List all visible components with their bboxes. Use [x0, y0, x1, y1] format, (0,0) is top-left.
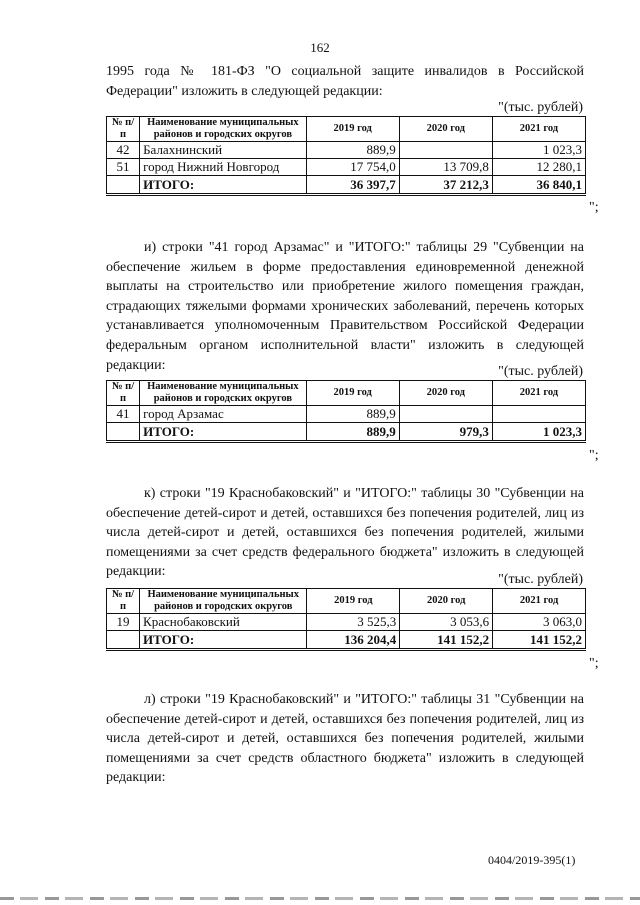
header-num: № п/п — [107, 117, 140, 142]
header-2021: 2021 год — [492, 381, 585, 406]
page-number: 162 — [310, 40, 330, 55]
closing-quote: "; — [589, 656, 599, 671]
paragraph-l: л) строки "19 Краснобаковский" и "ИТОГО:" таблицы 31 "Субвенции на обеспечение детей-сирот и детей, оставшихся без попечения родителей, лиц из числа детей-сирот и детей, оставшихся без попечения родителей, жилыми помещениями за счет средств областного бюджета" изложить в следующей редакции: — [106, 692, 584, 786]
header-2021: 2021 год — [492, 117, 585, 142]
table-row: 51 город Нижний Новгород 17 754,0 13 709,8 12 280,1 — [107, 159, 586, 176]
header-2020: 2020 год — [399, 117, 492, 142]
intro-paragraph: 1995 года № 181-ФЗ "О социальной защите инвалидов в Российской Федерации" изложить в следующей редакции: — [106, 64, 584, 99]
budget-table-1 — [106, 116, 586, 196]
closing-quote: "; — [589, 448, 599, 463]
header-2021: 2021 год — [493, 589, 586, 614]
header-name: Наименование муниципальных районов и городских округов — [140, 381, 307, 406]
budget-table-3 — [106, 588, 586, 651]
scan-artifact-line — [0, 897, 640, 900]
table-row: 42 Балахнинский 889,9 1 023,3 — [107, 142, 586, 159]
header-num: № п/п — [107, 589, 140, 614]
header-2019: 2019 год — [306, 117, 399, 142]
table-row: 19 Краснобаковский 3 525,3 3 053,6 3 063,0 — [107, 614, 586, 631]
table-row: 41 город Арзамас 889,9 — [107, 406, 586, 423]
units-label: "(тыс. рублей) — [498, 100, 583, 115]
table-header — [107, 381, 586, 406]
header-2020: 2020 год — [399, 381, 492, 406]
header-2019: 2019 год — [307, 589, 400, 614]
total-row: ИТОГО: 136 204,4 141 152,2 141 152,2 — [107, 631, 586, 650]
header-2020: 2020 год — [400, 589, 493, 614]
closing-quote: "; — [589, 200, 599, 215]
paragraph-i: и) строки "41 город Арзамас" и "ИТОГО:" таблицы 29 "Субвенции на обеспечение жильем в форме предоставления единовременной денежной выплаты на строительство или приобретение жилого помещения граждан, страдающих тяжелыми формами хронических заболеваний, перечень которых устанавливается уполномоченным Правительством Российской Федерации федеральным органом исполнительной власти" изложить в следующей редакции: — [106, 240, 584, 373]
total-row: ИТОГО: 36 397,7 37 212,3 36 840,1 — [107, 176, 586, 195]
header-num: № п/п — [107, 381, 140, 406]
table-header — [107, 117, 586, 142]
header-name: Наименование муниципальных районов и городских округов — [140, 117, 307, 142]
table-header — [107, 589, 586, 614]
header-name: Наименование муниципальных районов и городских округов — [140, 589, 307, 614]
document-code: 0404/2019-395(1) — [488, 853, 576, 867]
total-row: ИТОГО: 889,9 979,3 1 023,3 — [107, 423, 586, 442]
header-2019: 2019 год — [306, 381, 399, 406]
units-label: "(тыс. рублей) — [498, 572, 583, 587]
paragraph-k: к) строки "19 Краснобаковский" и "ИТОГО:" таблицы 30 "Субвенции на обеспечение детей-сирот и детей, оставшихся без попечения родителей, лиц из числа детей-сирот и детей, оставшихся без попечения родителей, жилыми помещениями за счет средств федерального бюджета" изложить в следующей редакции: — [106, 486, 584, 580]
units-label: "(тыс. рублей) — [498, 364, 583, 379]
budget-table-2 — [106, 380, 586, 443]
